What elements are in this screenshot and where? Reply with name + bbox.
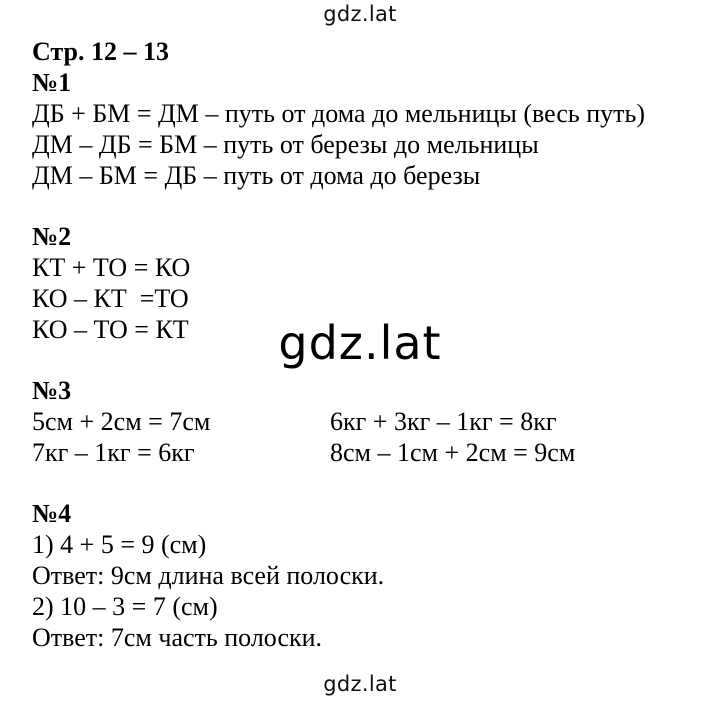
task-number: №2 bbox=[32, 222, 72, 251]
page-reference: Стр. 12 – 13 bbox=[32, 37, 169, 66]
equation-row bbox=[32, 437, 712, 468]
task-4 bbox=[32, 498, 712, 653]
equation-line: КТ + ТО = КО bbox=[32, 253, 191, 282]
task-number: №3 bbox=[32, 376, 72, 405]
watermark-middle: gdz.lat bbox=[278, 316, 442, 370]
equation-line: КО – КТ =ТО bbox=[32, 284, 189, 313]
solution-content bbox=[32, 36, 712, 653]
equation-line: ДМ – ДБ = БМ – путь от березы до мельницы bbox=[32, 130, 539, 159]
task-number: №4 bbox=[32, 499, 72, 528]
equation-line: ДМ – БМ = ДБ – путь от дома до березы bbox=[32, 161, 481, 190]
equation-right: 6кг + 3кг – 1кг = 8кг bbox=[330, 407, 557, 436]
equation-row bbox=[32, 406, 712, 437]
answer-line: Ответ: 9см длина всей полоски. bbox=[32, 561, 385, 590]
equation-right: 8см – 1см + 2см = 9см bbox=[330, 438, 576, 467]
equation-left: 5см + 2см = 7см bbox=[32, 407, 211, 436]
equation-left: 7кг – 1кг = 6кг bbox=[32, 438, 195, 467]
task-3 bbox=[32, 375, 712, 468]
answer-line: Ответ: 7см часть полоски. bbox=[32, 623, 323, 652]
watermark-bottom: gdz.lat bbox=[323, 672, 397, 696]
equation-line: КО – ТО = КТ bbox=[32, 315, 189, 344]
task-2 bbox=[32, 221, 712, 345]
watermark-top: gdz.lat bbox=[323, 2, 397, 26]
task-number: №1 bbox=[32, 68, 72, 97]
solution-step: 1) 4 + 5 = 9 (см) bbox=[32, 530, 207, 559]
solution-step: 2) 10 – 3 = 7 (см) bbox=[32, 592, 218, 621]
equation-line: ДБ + БМ = ДМ – путь от дома до мельницы (весь путь) bbox=[32, 99, 646, 128]
task-1 bbox=[32, 67, 712, 191]
